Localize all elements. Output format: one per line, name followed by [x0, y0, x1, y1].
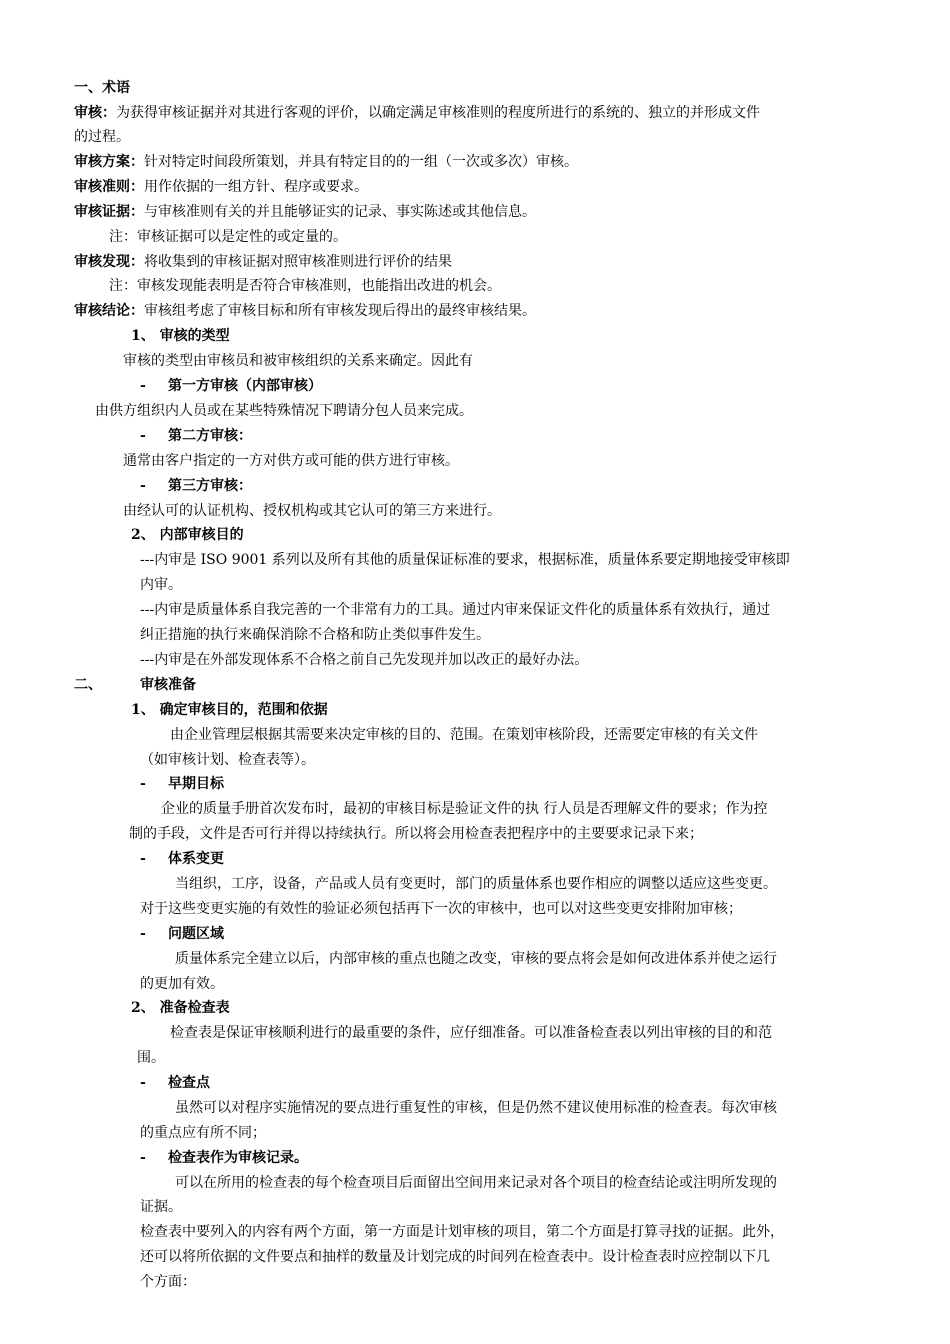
type-label: 第二方审核： — [168, 428, 252, 444]
paragraph-line: 检查表是保证审核顺利进行的最重要的条件，应仔细准备。可以准备检查表以列出审核的目的和范 — [170, 1025, 772, 1041]
paragraph-line: 制的手段，文件是否可行并得以持续执行。所以将会用检查表把程序中的主要要求记录下来； — [129, 826, 703, 842]
definition-audit-evidence — [74, 202, 536, 222]
definition-audit-criteria — [74, 177, 368, 197]
definition-text: 为获得审核证据并对其进行客观的评价，以确定满足审核准则的程度所进行的系统的、独立的并形成文件 — [116, 105, 760, 121]
definition-text: 用作依据的一组方针、程序或要求。 — [144, 179, 368, 195]
definition-text: 将收集到的审核证据对照审核准则进行评价的结果 — [144, 254, 452, 270]
heading-internal-audit-purpose: 2、 内部审核目的 — [131, 527, 244, 543]
paragraph-line: 还可以将所依据的文件要点和抽样的数量及计划完成的时间列在检查表中。设计检查表时应控制以下几 — [140, 1249, 770, 1265]
item-problem-area: - 问题区域 — [140, 926, 224, 942]
type-label: 第一方审核（内部审核） — [168, 378, 322, 394]
term: 审核准则： — [74, 179, 144, 195]
term: 审核证据： — [74, 204, 144, 220]
item-label: 检查表作为审核记录。 — [168, 1150, 308, 1166]
paragraph-line: 检查表中要列入的内容有两个方面，第一方面是计划审核的项目，第二个方面是打算寻找的证据。此外， — [140, 1224, 784, 1240]
heading-purpose-scope: 1、 确定审核目的，范围和依据 — [131, 702, 328, 718]
paragraph-line: 个方面： — [140, 1274, 196, 1290]
purpose-line: ---内审是在外部发现体系不合格之前自己先发现并加以改正的最好办法。 — [140, 652, 589, 668]
definition-audit — [74, 103, 760, 123]
purpose-line: ---内审是质量体系自我完善的一个非常有力的工具。通过内审来保证文件化的质量体系有效执行，通过 — [140, 602, 771, 618]
definition-text: 与审核准则有关的并且能够证实的记录、事实陈述或其他信息。 — [144, 204, 536, 220]
item-checklist-record: - 检查表作为审核记录。 — [140, 1150, 308, 1166]
purpose-line: ---内审是 ISO 9001 系列以及所有其他的质量保证标准的要求，根据标准，质量体系要定期地接受审核即 — [140, 552, 790, 568]
paragraph-line: （如审核计划、检查表等）。 — [140, 752, 315, 768]
paragraph-line: 由企业管理层根据其需要来决定审核的目的、范围。在策划审核阶段，还需要定审核的有关文件 — [170, 727, 758, 743]
definition-audit-programme — [74, 152, 578, 172]
paragraph-line: 企业的质量手册首次发布时，最初的审核目标是验证文件的执 行人员是否理解文件的要求；作为控 — [161, 801, 768, 817]
section-2-number: 二、 — [74, 677, 102, 693]
purpose-line: 纠正措施的执行来确保消除不合格和防止类似事件发生。 — [140, 627, 490, 643]
type-desc-third-party: 由经认可的认证机构、授权机构或其它认可的第三方来进行。 — [123, 503, 501, 519]
paragraph-line: 的更加有效。 — [140, 976, 224, 992]
item-checkpoint: - 检查点 — [140, 1075, 210, 1091]
paragraph-line: 证据。 — [140, 1199, 182, 1215]
paragraph-line: 围。 — [137, 1050, 165, 1066]
paragraph-line: 对于这些变更实施的有效性的验证必须包括再下一次的审核中，也可以对这些变更安排附加审核； — [140, 901, 742, 917]
term: 审核发现： — [74, 254, 144, 270]
paragraph-line: 质量体系完全建立以后，内部审核的重点也随之改变，审核的要点将会是如何改进体系并使之运行 — [175, 951, 777, 967]
item-system-change: - 体系变更 — [140, 851, 224, 867]
term: 审核方案： — [74, 154, 144, 170]
type-item-first-party: - 第一方审核（内部审核） — [140, 378, 322, 394]
section-2-title: 审核准备 — [140, 677, 196, 693]
item-label: 早期目标 — [168, 776, 224, 792]
definition-text: 审核组考虑了审核目标和所有审核发现后得出的最终审核结果。 — [144, 303, 536, 319]
paragraph-line: 虽然可以对程序实施情况的要点进行重复性的审核，但是仍然不建议使用标准的检查表。每次审核 — [175, 1100, 777, 1116]
type-item-second-party: - 第二方审核： — [140, 428, 252, 444]
item-label: 问题区域 — [168, 926, 224, 942]
term: 审核结论： — [74, 303, 144, 319]
types-intro: 审核的类型由审核员和被审核组织的关系来确定。因此有 — [123, 353, 473, 369]
item-label: 检查点 — [168, 1075, 210, 1091]
purpose-line: 内审。 — [140, 577, 182, 593]
item-label: 体系变更 — [168, 851, 224, 867]
paragraph-line: 的重点应有所不同； — [140, 1125, 266, 1141]
heading-audit-types: 1、 审核的类型 — [131, 328, 230, 344]
definition-text: 针对特定时间段所策划，并具有特定目的的一组（一次或多次）审核。 — [144, 154, 578, 170]
note-findings: 注：审核发现能表明是否符合审核准则，也能指出改进的机会。 — [109, 278, 501, 294]
definition-audit-findings — [74, 252, 452, 272]
type-item-third-party: - 第三方审核： — [140, 478, 252, 494]
definition-audit-conclusion — [74, 301, 536, 321]
type-desc-second-party: 通常由客户指定的一方对供方或可能的供方进行审核。 — [123, 453, 459, 469]
paragraph-line: 当组织，工序，设备，产品或人员有变更时，部门的质量体系也要作相应的调整以适应这些变更。 — [175, 876, 777, 892]
heading-prepare-checklist: 2、 准备检查表 — [131, 1000, 230, 1016]
section-1-title: 一、术语 — [74, 80, 130, 96]
type-desc-first-party: 由供方组织内人员或在某些特殊情况下聘请分包人员来完成。 — [95, 403, 473, 419]
paragraph-line: 可以在所用的检查表的每个检查项目后面留出空间用来记录对各个项目的检查结论或注明所发现的 — [175, 1175, 777, 1191]
item-early-objective: - 早期目标 — [140, 776, 224, 792]
definition-text-cont: 的过程。 — [74, 129, 130, 145]
term: 审核： — [74, 105, 116, 121]
type-label: 第三方审核： — [168, 478, 252, 494]
note-evidence: 注：审核证据可以是定性的或定量的。 — [109, 229, 347, 245]
